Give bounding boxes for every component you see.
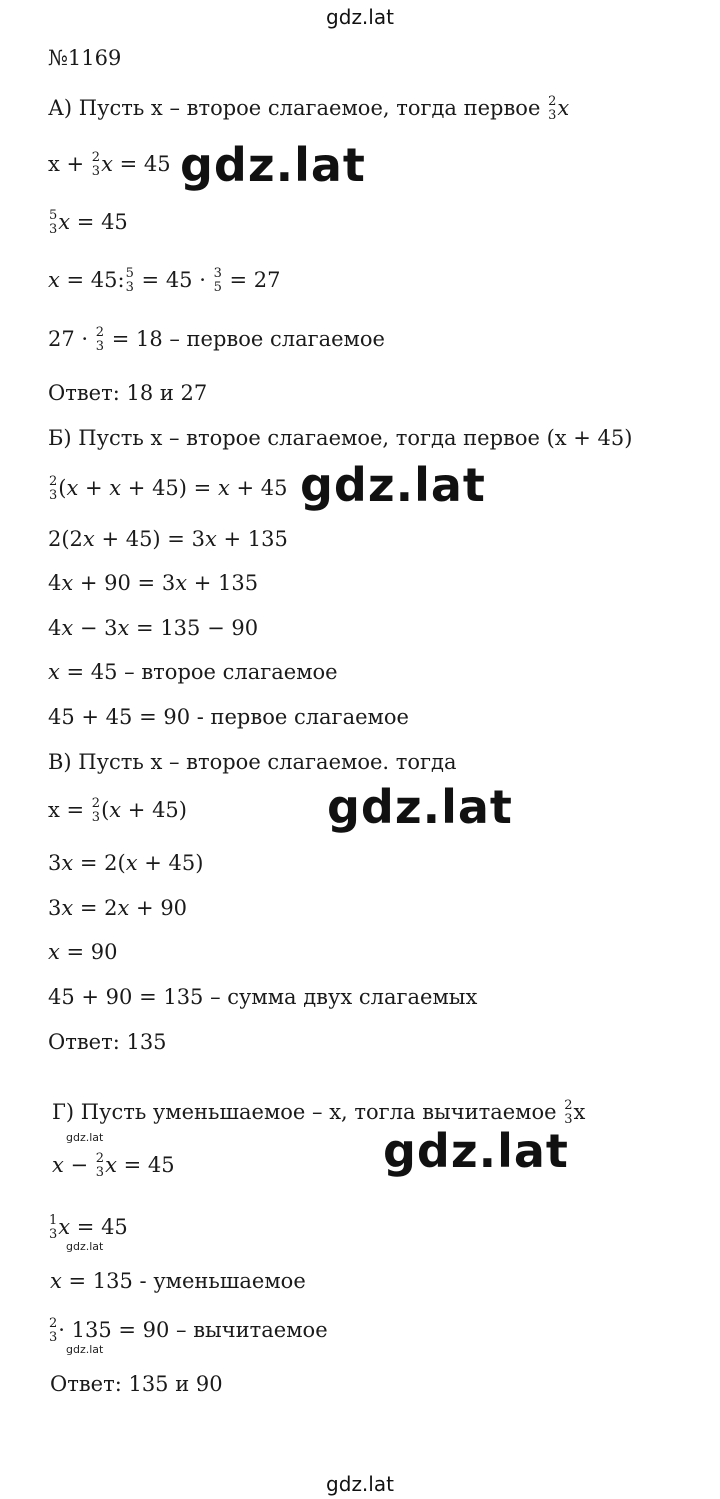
part-d-equation-2: 1 3 x = 45 <box>49 1213 128 1242</box>
part-c-equation-3: 3x = 2x + 90 <box>48 896 188 920</box>
part-c-intro: В) Пусть х – второе слагаемое. тогда <box>48 750 457 774</box>
part-a-equation-3: x = 45: 5 3 = 45 · 3 5 = 27 <box>48 266 281 295</box>
part-c-equation-5: 45 + 90 = 135 – сумма двух слагаемых <box>48 985 478 1009</box>
fraction: 2 3 <box>95 1151 105 1180</box>
fraction: 2 3 <box>564 1098 573 1127</box>
part-b-equation-4: 4x − 3x = 135 − 90 <box>48 616 259 640</box>
fraction: 2 3 <box>91 150 101 179</box>
watermark-small-3: gdz.lat <box>66 1343 104 1356</box>
fraction: 2 3 <box>95 325 105 354</box>
fraction: 2 3 <box>49 1316 58 1345</box>
part-c-equation-4: x = 90 <box>48 940 118 964</box>
watermark-large-2: gdz.lat <box>300 458 486 512</box>
part-a-equation-4: 27 · 2 3 = 18 – первое слагаемое <box>48 325 385 354</box>
fraction: 1 3 <box>49 1213 58 1242</box>
part-b-equation-5: x = 45 – второе слагаемое <box>48 660 338 684</box>
part-a-equation-1: x + 2 3 x = 45 <box>48 150 171 179</box>
problem-number: №1169 <box>48 46 122 70</box>
fraction: 5 3 <box>49 208 58 237</box>
fraction: 3 5 <box>213 266 222 295</box>
part-d-intro: Г) Пусть уменьшаемое – х, тогла вычитаемое 2 3 х <box>52 1098 586 1127</box>
part-d-equation-4: 2 3 · 135 = 90 – вычитаемое <box>49 1316 328 1345</box>
fraction: 2 3 <box>91 796 101 825</box>
part-b-equation-2: 2(2x + 45) = 3x + 135 <box>48 527 288 551</box>
part-d-equation-3: x = 135 - уменьшаемое <box>50 1269 306 1293</box>
watermark-small-1: gdz.lat <box>66 1131 104 1144</box>
fraction: 2 3 <box>49 474 58 503</box>
intro-text: А) Пусть х – второе слагаемое, тогда первое <box>48 96 548 121</box>
watermark-top: gdz.lat <box>326 5 394 29</box>
part-a-equation-2: 5 3 x = 45 <box>49 208 128 237</box>
watermark-large-4: gdz.lat <box>383 1124 569 1178</box>
part-c-equation-2: 3x = 2(x + 45) <box>48 851 204 875</box>
watermark-small-2: gdz.lat <box>66 1240 104 1253</box>
part-d-equation-1: x − 2 3 x = 45 <box>52 1151 175 1180</box>
part-a-answer: Ответ: 18 и 27 <box>48 381 208 405</box>
part-a-intro: А) Пусть х – второе слагаемое, тогда первое 2 3 x <box>48 94 570 123</box>
part-c-equation-1: х = 2 3 (x + 45) <box>48 796 187 825</box>
fraction: 2 3 <box>548 94 557 123</box>
part-b-equation-6: 45 + 45 = 90 - первое слагаемое <box>48 705 409 729</box>
part-b-intro: Б) Пусть х – второе слагаемое, тогда первое (х + 45) <box>48 426 633 450</box>
fraction: 5 3 <box>125 266 134 295</box>
watermark-bottom: gdz.lat <box>326 1472 394 1496</box>
part-b-equation-1: 2 3 (x + x + 45) = x + 45 <box>49 474 288 503</box>
watermark-large-3: gdz.lat <box>327 780 513 834</box>
watermark-large-1: gdz.lat <box>180 138 366 192</box>
part-b-equation-3: 4x + 90 = 3x + 135 <box>48 571 259 595</box>
part-d-answer: Ответ: 135 и 90 <box>50 1372 223 1396</box>
part-c-answer: Ответ: 135 <box>48 1030 167 1054</box>
